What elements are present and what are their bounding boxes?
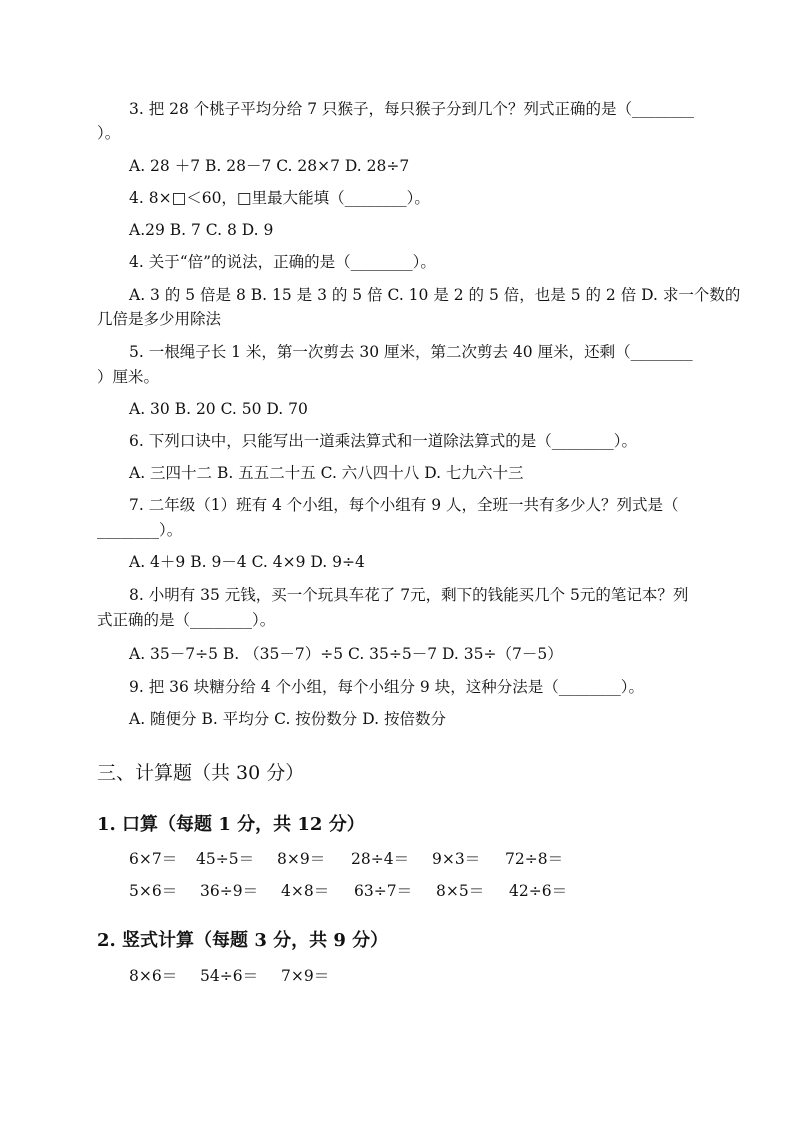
question-6-options: A. 三四十二 B. 五五二十五 C. 六八四十八 D. 七九六十三: [129, 464, 524, 482]
vertical-calc-title: 2. 竖式计算（每题 3 分，共 9 分）: [97, 930, 389, 951]
vertical-calc-item: 8×6＝: [129, 967, 178, 985]
oral-calc-item: 5×6＝: [129, 882, 178, 900]
oral-calc-item: 9×3＝: [432, 850, 481, 868]
vertical-calc-item: 54÷6＝: [200, 967, 259, 985]
question-3-continued: ）。: [97, 124, 121, 142]
question-3: 3. 把 28 个桃子平均分给 7 只猴子，每只猴子分到几个？列式正确的是（________: [129, 100, 695, 118]
question-6: 6. 下列口诀中，只能写出一道乘法算式和一道除法算式的是（________）。: [129, 432, 637, 450]
oral-calc-item: 63÷7＝: [354, 882, 413, 900]
question-7-continued: ________）。: [97, 521, 183, 539]
question-9-options: A. 随便分 B. 平均分 C. 按份数分 D. 按倍数分: [129, 710, 446, 728]
oral-calc-item: 36÷9＝: [200, 882, 259, 900]
oral-calc-item: 45÷5＝: [196, 850, 255, 868]
question-5-options: A. 30 B. 20 C. 50 D. 70: [129, 400, 308, 418]
question-4b: 4. 关于“倍”的说法，正确的是（________）。: [129, 253, 436, 271]
oral-calc-item: 72÷8＝: [505, 850, 564, 868]
oral-calc-item: 8×9＝: [277, 850, 326, 868]
question-4a: 4. 8×□＜60，□里最大能填（________）。: [129, 189, 430, 207]
question-7: 7. 二年级（1）班有 4 个小组，每个小组有 9 人，全班一共有多少人？列式是（: [129, 496, 679, 514]
question-4b-options-continued: 几倍是多少用除法: [97, 310, 222, 328]
vertical-calc-item: 7×9＝: [281, 967, 330, 985]
oral-calc-item: 42÷6＝: [509, 882, 568, 900]
question-8-continued: 式正确的是（________）。: [97, 611, 276, 629]
question-5-continued: ）厘米。: [97, 368, 160, 386]
section-3-title: 三、计算题（共 30 分）: [97, 762, 305, 784]
oral-calc-item: 8×5＝: [436, 882, 485, 900]
oral-calc-title: 1. 口算（每题 1 分，共 12 分）: [97, 814, 365, 835]
question-3-options: A. 28 ＋7 B. 28－7 C. 28×7 D. 28÷7: [129, 157, 410, 175]
question-9: 9. 把 36 块糖分给 4 个小组，每个小组分 9 块，这种分法是（________）。: [129, 678, 644, 696]
question-4b-options: A. 3 的 5 倍是 8 B. 15 是 3 的 5 倍 C. 10 是 2 的 5 倍，也是 5 的 2 倍 D. 求一个数的: [129, 286, 741, 304]
oral-calc-item: 4×8＝: [281, 882, 330, 900]
question-8: 8. 小明有 35 元钱，买一个玩具车花了 7元，剩下的钱能买几个 5元的笔记本？列: [129, 586, 689, 604]
question-5: 5. 一根绳子长 1 米，第一次剪去 30 厘米，第二次剪去 40 厘米，还剩（________: [129, 343, 693, 361]
question-8-options: A. 35－7÷5 B. （35－7）÷5 C. 35÷5－7 D. 35÷（7－5）: [129, 645, 563, 663]
oral-calc-item: 6×7＝: [129, 850, 178, 868]
oral-calc-item: 28÷4＝: [351, 850, 410, 868]
question-7-options: A. 4＋9 B. 9－4 C. 4×9 D. 9÷4: [129, 553, 365, 571]
question-4a-options: A.29 B. 7 C. 8 D. 9: [129, 221, 274, 239]
